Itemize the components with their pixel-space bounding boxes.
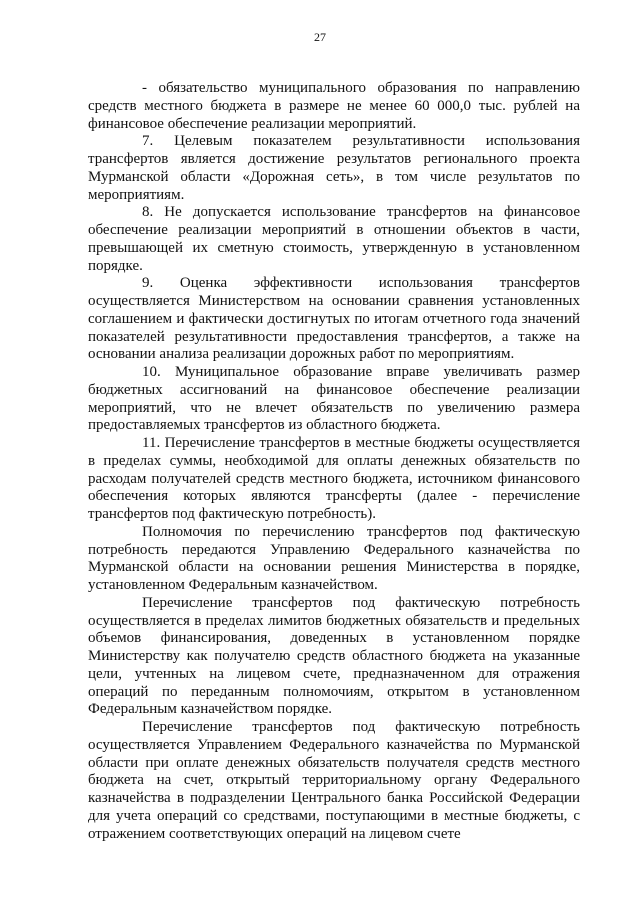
paragraph-9: 9. Оценка эффективности использования трансфертов осуществляется Министерством на основании сравнения установленных соглашением и фактически достигнутых по итогам отчетного года значений показателей результативности предоставления трансфертов, а также на основании анализа реализации дорожных работ по мероприятиям.: [88, 275, 580, 363]
paragraph-obligation: - обязательство муниципального образования по направлению средств местного бюджета в размере не менее 60 000,0 тыс. рублей на финансовое обеспечение реализации мероприятий.: [88, 80, 580, 132]
page-number: 27: [314, 30, 326, 44]
paragraph-transfer-treasury: Перечисление трансфертов под фактическую потребность осуществляется Управлением Федерального казначейства по Мурманской области при оплате денежных обязательств получателя средств местного бюджета на счет, открытый территориальному органу Федерального казначейства в подразделении Центрального банка Российской Федерации для учета операций со средствами, поступающими в местные бюджеты, с отражением соответствующих операций на лицевом счете: [88, 719, 580, 842]
paragraph-8: 8. Не допускается использование трансфертов на финансовое обеспечение реализации мероприятий в отношении объектов в части, превышающей их сметную стоимость, утвержденную в установленном порядке.: [88, 204, 580, 274]
paragraph-10: 10. Муниципальное образование вправе увеличивать размер бюджетных ассигнований на финансовое обеспечение реализации мероприятий, что не влечет обязательств по увеличению размера предоставляемых трансфертов из областного бюджета.: [88, 364, 580, 434]
paragraph-7: 7. Целевым показателем результативности использования трансфертов является достижение результатов регионального проекта Мурманской области «Дорожная сеть», в том числе результатов по мероприятиям.: [88, 133, 580, 203]
paragraph-11: 11. Перечисление трансфертов в местные бюджеты осуществляется в пределах суммы, необходимой для оплаты денежных обязательств по расходам получателей средств местного бюджета, источником финансового обеспечения которых являются трансферты (далее - перечисление трансфертов под фактическую потребность).: [88, 435, 580, 522]
paragraph-powers: Полномочия по перечислению трансфертов под фактическую потребность передаются Управлению Федерального казначейства по Мурманской области на основании решения Министерства в порядке, установленном Федеральным казначейством.: [88, 523, 580, 593]
paragraph-transfer-limits: Перечисление трансфертов под фактическую потребность осуществляется в пределах лимитов бюджетных обязательств и предельных объемов финансирования, доведенных в установленном порядке Министерству как получателю средств областного бюджета на указанные цели, учтенных на лицевом счете, предназначенном для отражения операций по переданным полномочиям, открытом в установленном Федеральным казначейством порядке.: [88, 594, 580, 718]
document-body: [88, 80, 580, 843]
